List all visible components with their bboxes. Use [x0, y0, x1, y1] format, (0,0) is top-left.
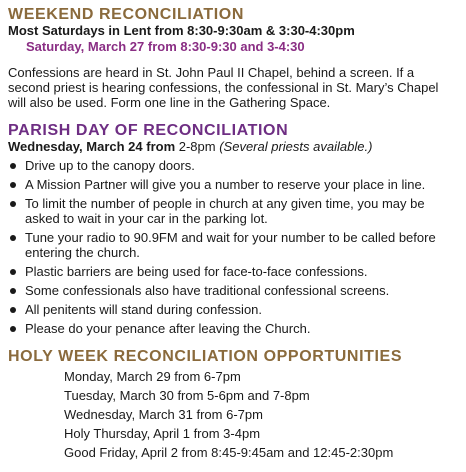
schedule-item: Wednesday, March 31 from 6-7pm [64, 407, 263, 422]
schedule-item: Monday, March 29 from 6-7pm [64, 369, 241, 384]
instruction-item: Drive up to the canopy doors. [8, 158, 458, 173]
holy-week-heading: HOLY WEEK RECONCILIATION OPPORTUNITIES [8, 348, 403, 365]
instruction-item: To limit the number of people in church at any given time, you may be asked to wait in your car in the parking lot. [8, 196, 458, 226]
instruction-item: Please do your penance after leaving the Church. [8, 321, 458, 336]
parish-day-date-line [8, 139, 458, 155]
weekend-special-date: Saturday, March 27 from 8:30-9:30 and 3-4:30 [26, 39, 305, 54]
schedule-item: Tuesday, March 30 from 5-6pm and 7-8pm [64, 388, 310, 403]
parish-day-time: 2-8pm [175, 139, 220, 154]
holy-week-schedule [64, 369, 458, 460]
instruction-item: Plastic barriers are being used for face-to-face confessions. [8, 264, 458, 279]
parish-day-date: Wednesday, March 24 from [8, 139, 176, 154]
parish-day-instructions [8, 158, 458, 336]
instruction-item: All penitents will stand during confession. [8, 302, 458, 317]
weekend-schedule-line: Most Saturdays in Lent from 8:30-9:30am & 3:30-4:30pm [8, 23, 355, 38]
instruction-item: Tune your radio to 90.9FM and wait for your number to be called before entering the church. [8, 230, 458, 260]
weekend-paragraph: Confessions are heard in St. John Paul II Chapel, behind a screen. If a second priest is hearing confessions, the confessional in St. Mary’s Chapel will also be used. Form one line in the Gathering Space. [8, 65, 439, 110]
parish-day-note: (Several priests available.) [219, 139, 373, 154]
instruction-item: A Mission Partner will give you a number to reserve your place in line. [8, 177, 458, 192]
schedule-item: Holy Thursday, April 1 from 3-4pm [64, 426, 261, 441]
parish-day-heading: PARISH DAY OF RECONCILIATION [8, 122, 289, 139]
schedule-item: Good Friday, April 2 from 8:45-9:45am and 12:45-2:30pm [64, 445, 394, 460]
instruction-item: Some confessionals also have traditional confessional screens. [8, 283, 458, 298]
weekend-heading: WEEKEND RECONCILIATION [8, 6, 245, 23]
